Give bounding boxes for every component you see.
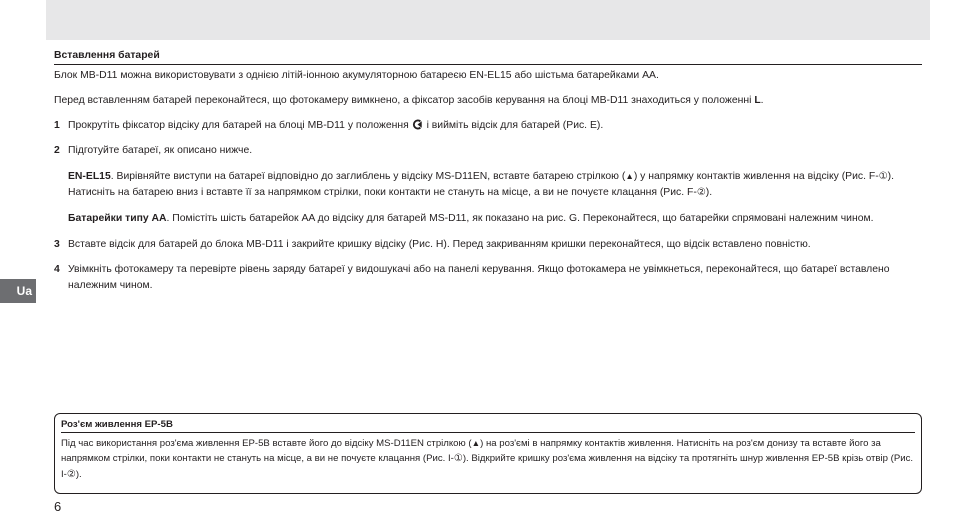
lock-open-icon <box>412 119 423 130</box>
step-1-text-after: і вийміть відсік для батарей (Рис. E). <box>426 120 604 132</box>
note-title: Роз'єм живлення EP-5B <box>61 418 915 433</box>
circled-2-mark: ② <box>66 469 76 481</box>
note-text-1: Під час використання роз'єма живлення EP-5B вставте його до відсіку MS-D11EN стрілкою ( <box>61 438 472 449</box>
step-number: 3 <box>54 238 60 250</box>
step-3-text: Вставте відсік для батарей до блока MB-D11 і закрийте кришку відсіку (Рис. H). Перед закриванням кришки переконайтеся, що відсік вставлено повністю. <box>68 238 811 250</box>
step-2-text: Підготуйте батареї, як описано нижче. <box>68 145 253 157</box>
en-el15-text-3: ). Натисніть на батарею вниз і вставте її за напрямком стрілки, поки контакти не стануть на місце, а ви не почуєте клацання (Рис. F- <box>68 170 895 198</box>
step-3 <box>54 237 922 253</box>
aa-instructions <box>54 211 922 227</box>
arrow-up-icon: ▲ <box>471 438 481 448</box>
step-number: 4 <box>54 264 60 275</box>
step-1-text-before: Прокрутіть фіксатор відсіку для батарей на блоці MB-D11 у положення <box>68 120 409 132</box>
circled-1-mark: ① <box>878 170 888 182</box>
en-el15-label: EN-EL15 <box>68 170 111 182</box>
section-title: Вставлення батарей <box>54 49 922 65</box>
note-text-4: ). <box>75 469 82 481</box>
step-1 <box>54 118 922 134</box>
note-text-3: ). Відкрийте кришку роз'єма живлення на відсіку та протягніть шнур живлення EP-5B крізь отвір (Рис. I- <box>61 453 914 481</box>
before-insert-end: . <box>760 95 764 107</box>
note-text-2: ) на роз'ємі в напрямку контактів живлення. Натисніть на роз'єм донизу та вставте його за напрямком стрілки, поки контакти не стануть на місце, а ви не почуєте клацання (Рис. I- <box>61 438 881 465</box>
circled-2-mark: ② <box>696 186 706 198</box>
arrow-up-icon: ▲ <box>625 170 634 181</box>
en-el15-text-4: ). <box>705 186 713 198</box>
step-2 <box>54 143 922 159</box>
step-number: 2 <box>54 145 60 157</box>
circled-1-mark: ① <box>453 453 463 465</box>
aa-text: . Помістіть шість батарейок AA до відсіку для батарей MS-D11, як показано на рис. G. Переконайтеся, що батарейки спрямовані належним чином. <box>166 212 874 224</box>
step-number: 1 <box>54 120 60 132</box>
language-tab: Ua <box>0 279 36 303</box>
aa-label: Батарейки типу AA <box>68 212 167 224</box>
lock-position-label: L <box>754 95 761 107</box>
before-insert-text: Перед вставленням батарей переконайтеся, що фотокамеру вимкнено, а фіксатор засобів керування на блоці MB-D11 знаходиться у положенні <box>54 95 752 107</box>
en-el15-text-2: ) у напрямку контактів живлення на відсіку (Рис. F- <box>633 170 879 182</box>
page-number: 6 <box>54 499 62 514</box>
step-4-text: Увімкніть фотокамеру та перевірте рівень заряду батареї у видошукачі або на панелі керування. Якщо фотокамера не увімкнеться, переконайтеся, що батареї вставлено належним чином. <box>68 264 890 292</box>
note-box <box>54 413 922 494</box>
header-band <box>46 0 930 40</box>
en-el15-text-1: . Вирівняйте виступи на батареї відповідно до заглиблень у відсіку MS-D11EN, вставте батарею стрілкою ( <box>110 170 626 182</box>
en-el15-instructions <box>54 169 922 201</box>
intro-paragraph: Блок MB-D11 можна використовувати з однією літій-іонною акумуляторною батареєю EN-EL15 або шістьма батарейками AA. <box>54 70 659 81</box>
step-4 <box>54 262 922 294</box>
main-content <box>54 49 922 303</box>
note-text <box>61 436 915 483</box>
before-insert-paragraph <box>54 93 922 109</box>
